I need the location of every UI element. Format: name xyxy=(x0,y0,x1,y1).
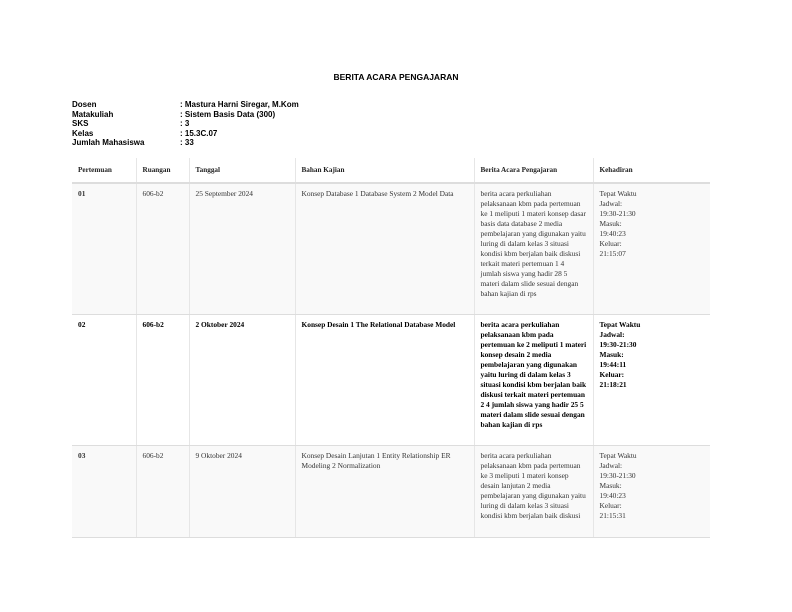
kehadiran-line: 19:30-21:30 xyxy=(599,209,636,218)
kehadiran-line: Masuk: xyxy=(599,219,622,228)
info-label: Kelas xyxy=(72,128,94,138)
info-row-dosen xyxy=(72,100,299,110)
cell-bahan-kajian: Konsep Desain Lanjutan 1 Entity Relationship ER Modeling 2 Normalization xyxy=(295,446,474,538)
info-label: SKS xyxy=(72,119,89,129)
kehadiran-line: 19:40:23 xyxy=(599,491,626,500)
info-label: Matakuliah xyxy=(72,109,114,119)
kehadiran-status: Tepat Waktu xyxy=(599,320,641,329)
kehadiran-line: 19:30-21:30 xyxy=(599,471,636,480)
course-info xyxy=(72,100,299,148)
cell-kehadiran xyxy=(593,183,710,315)
document-title: BERITA ACARA PENGAJARAN xyxy=(333,72,459,82)
info-row-kelas xyxy=(72,129,299,139)
cell-kehadiran xyxy=(593,315,710,446)
kehadiran-line: Keluar: xyxy=(599,370,625,379)
kehadiran-line: 19:30-21:30 xyxy=(599,340,637,349)
kehadiran-line: Masuk: xyxy=(599,481,622,490)
cell-ruangan: 606-b2 xyxy=(136,446,189,538)
cell-tanggal: 2 Oktober 2024 xyxy=(189,315,295,446)
info-label: Dosen xyxy=(72,100,97,109)
cell-pertemuan: 01 xyxy=(72,183,136,315)
info-value: : Sistem Basis Data (300) xyxy=(180,109,276,119)
info-row-jumlah-mahasiswa xyxy=(72,138,299,148)
table-row xyxy=(72,315,710,446)
info-value: : 33 xyxy=(180,138,194,148)
info-value: : 15.3C.07 xyxy=(180,128,218,138)
header-bahan-kajian: Bahan Kajian xyxy=(295,158,474,183)
kehadiran-status: Tepat Waktu xyxy=(599,451,637,460)
kehadiran-line: 21:15:31 xyxy=(599,511,626,520)
cell-bahan-kajian: Konsep Desain 1 The Relational Database Model xyxy=(295,315,474,446)
info-row-sks xyxy=(72,119,299,129)
kehadiran-line: Masuk: xyxy=(599,350,624,359)
table-row xyxy=(72,446,710,538)
table-header-row xyxy=(72,158,710,183)
header-ruangan: Ruangan xyxy=(136,158,189,183)
kehadiran-status: Tepat Waktu xyxy=(599,189,637,198)
cell-pertemuan: 02 xyxy=(72,315,136,446)
cell-berita-acara: berita acara perkuliahan pelaksanaan kbm pada pertemuan ke 1 meliputi 1 materi konsep dasar basis data database 2 media pembelajaran yang digunakan yaitu luring di dalam kelas 3 situasi kondisi kbm berjalan baik diskusi terkait materi pertemuan 1 4 jumlah siswa yang hadir 28 5 materi dalam slide sesuai dengan bahan kajian di rps xyxy=(474,183,593,315)
kehadiran-line: Keluar: xyxy=(599,239,622,248)
kehadiran-line: 19:44:11 xyxy=(599,360,627,369)
cell-kehadiran xyxy=(593,446,710,538)
header-tanggal: Tanggal xyxy=(189,158,295,183)
kehadiran-line: Jadwal: xyxy=(599,461,623,470)
cell-berita-acara: berita acara perkuliahan pelaksanaan kbm pada pertemuan ke 2 meliputi 1 materi konsep desain 2 media pembelajaran yang digunakan yaitu luring di dalam kelas 3 situasi kondisi kbm berjalan baik diskusi terkait materi pertemuan 2 4 jumlah siswa yang hadir 25 5 materi dalam slide sesuai dengan bahan kajian di rps xyxy=(474,315,593,446)
info-label: Jumlah Mahasiswa xyxy=(72,138,145,148)
table-row xyxy=(72,183,710,315)
kehadiran-line: 21:18:21 xyxy=(599,380,627,389)
header-pertemuan: Pertemuan xyxy=(72,158,136,183)
cell-pertemuan: 03 xyxy=(72,446,136,538)
info-value: : Mastura Harni Siregar, M.Kom xyxy=(180,100,299,109)
kehadiran-line: Keluar: xyxy=(599,501,622,510)
cell-ruangan: 606-b2 xyxy=(136,315,189,446)
cell-tanggal: 25 September 2024 xyxy=(189,183,295,315)
kehadiran-line: 21:15:07 xyxy=(599,249,626,258)
cell-berita-acara: berita acara perkuliahan pelaksanaan kbm pada pertemuan ke 3 meliputi 1 materi konsep desain lanjutan 2 media pembelajaran yang digunakan yaitu luring di dalam kelas 3 situasi kondisi kbm berjalan baik diskusi xyxy=(474,446,593,538)
info-row-matakuliah xyxy=(72,110,299,120)
header-kehadiran: Kehadiran xyxy=(593,158,710,183)
kehadiran-line: Jadwal: xyxy=(599,330,625,339)
teaching-log-table xyxy=(72,158,710,538)
header-berita-acara: Berita Acara Pengajaran xyxy=(474,158,593,183)
cell-ruangan: 606-b2 xyxy=(136,183,189,315)
kehadiran-line: Jadwal: xyxy=(599,199,623,208)
cell-tanggal: 9 Oktober 2024 xyxy=(189,446,295,538)
cell-bahan-kajian: Konsep Database 1 Database System 2 Model Data xyxy=(295,183,474,315)
info-value: : 3 xyxy=(180,119,190,129)
kehadiran-line: 19:40:23 xyxy=(599,229,626,238)
